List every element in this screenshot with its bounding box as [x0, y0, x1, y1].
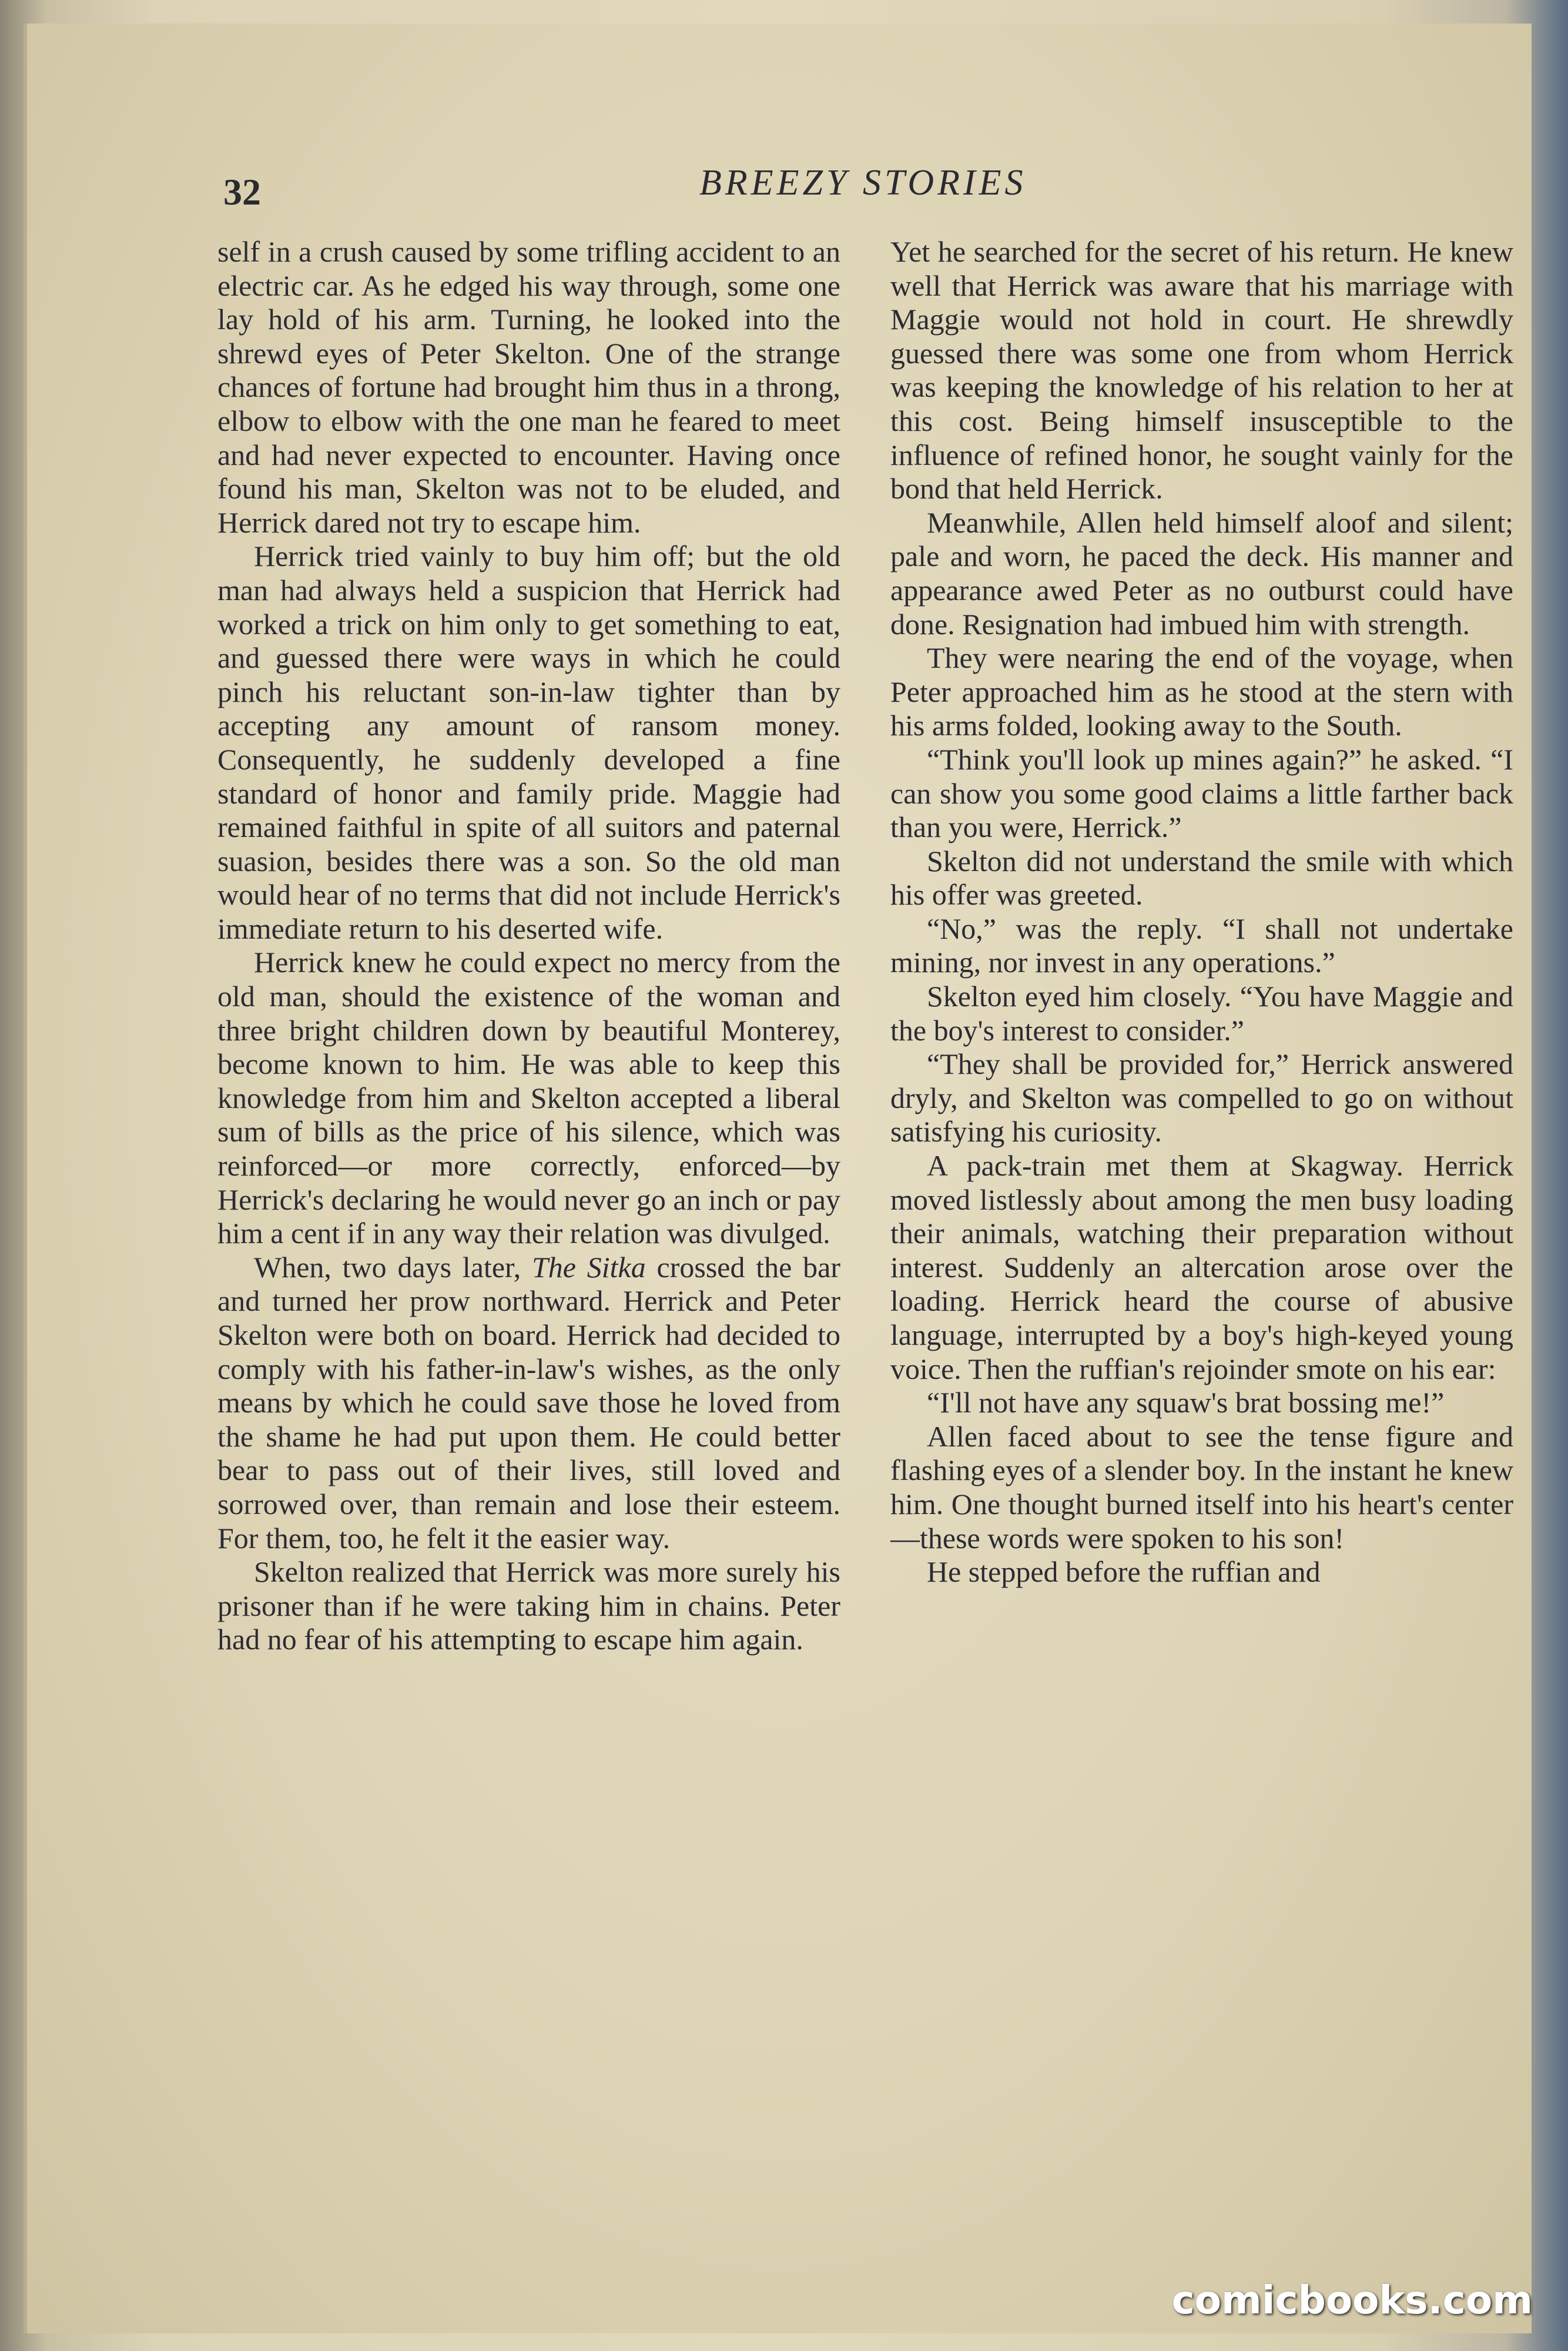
paragraph: “I'll not have any squaw's brat bossing me!”	[927, 1386, 1445, 1419]
paragraph: Herrick knew he could expect no mercy from the old man, should the existence of the woman and three bright children down by beautiful Monterey, become known to him. He was able to keep this knowledge from him and Skelton accepted a liberal sum of bills as the price of his silence, which was reinforced—or more correctly, enforced—by Herrick's declaring he would never go an inch or pay him a cent if in any way their relation was divulged.	[217, 946, 840, 1250]
paragraph: He stepped before the ruffian and	[927, 1555, 1321, 1589]
page-header	[200, 158, 1528, 222]
paragraph: Skelton did not understand the smile with which his offer was greeted.	[890, 844, 1513, 912]
text-run: crossed the bar and turned her prow northward. Herrick and Peter Skelton were both on board. Herrick had decided to comply with his father-in-law's wishes, as the only means by which he could save those he loved from the shame he had put upon them. He could better bear to pass out of their lives, still loved and sorrowed over, than remain and lose their esteem. For them, too, he felt it the easier way.	[217, 1250, 840, 1555]
paragraph: Meanwhile, Allen held himself aloof and silent; pale and worn, he paced the deck. His manner and appearance awed Peter as no outburst could have done. Resignation had imbued him with strength.	[890, 505, 1513, 641]
paragraph: Allen faced about to see the tense figure and flashing eyes of a slender boy. In the instant he knew him. One thought burned itself into his heart's center—these words were spoken to his son!	[890, 1419, 1513, 1555]
paragraph: “No,” was the reply. “I shall not undertake mining, nor invest in any operations.”	[890, 912, 1513, 979]
running-title: BREEZY STORIES	[699, 163, 1027, 203]
paragraph: They were nearing the end of the voyage, when Peter approached him as he stood at the stern with his arms folded, looking away to the South.	[890, 641, 1513, 742]
text-run: When, two days later,	[254, 1250, 532, 1284]
paragraph: “They shall be provided for,” Herrick answered dryly, and Skelton was compelled to go on without satisfying his curiosity.	[890, 1047, 1513, 1148]
paragraph: Yet he searched for the secret of his return. He knew well that Herrick was aware that his marriage with Maggie would not hold in court. He shrewdly guessed there was some one from whom Herrick was keeping the knowledge of his relation to her at this cost. Being himself insusceptible to the influence of refined honor, he sought vainly for the bond that held Herrick.	[890, 235, 1513, 505]
paragraph: “Think you'll look up mines again?” he asked. “I can show you some good claims a little farther back than you were, Herrick.”	[890, 742, 1513, 844]
page-number: 32	[223, 171, 261, 213]
paragraph-ship-departure	[217, 1251, 840, 1555]
watermark: comicbooks.com	[1171, 2278, 1533, 2323]
paragraph: Skelton realized that Herrick was more surely his prisoner than if he were taking him in chains. Peter had no fear of his attempting to escape him again.	[217, 1555, 840, 1656]
ship-name: The Sitka	[531, 1250, 646, 1284]
paragraph: self in a crush caused by some trifling accident to an electric car. As he edged his way through, some one lay hold of his arm. Turning, he looked into the shrewd eyes of Peter Skelton. One of the strange chances of fortune had brought him thus in a throng, elbow to elbow with the one man he feared to meet and had never expected to encounter. Having once found his man, Skelton was not to be eluded, and Herrick dared not try to escape him.	[217, 235, 840, 539]
paragraph: Skelton eyed him closely. “You have Maggie and the boy's interest to consider.”	[890, 980, 1513, 1047]
left-text-column	[217, 235, 840, 2139]
paragraph: Herrick tried vainly to buy him off; but the old man had always held a suspicion that Herrick had worked a trick on him only to get something to eat, and guessed there were ways in which he could pinch his reluctant son-in-law tighter than by accepting any amount of ransom money. Consequently, he suddenly developed a fine standard of honor and family pride. Maggie had remained faithful in spite of all suitors and paternal suasion, besides there was a son. So the old man would hear of no terms that did not include Herrick's immediate return to his deserted wife.	[217, 540, 840, 945]
paragraph: A pack-train met them at Skagway. Herrick moved listlessly about among the men busy loading their animals, watching their preparation without interest. Suddenly an altercation arose over the loading. Herrick heard the course of abusive language, interrupted by a boy's high-keyed young voice. Then the ruffian's rejoinder smote on his ear:	[890, 1149, 1513, 1385]
right-text-column	[890, 235, 1513, 2139]
